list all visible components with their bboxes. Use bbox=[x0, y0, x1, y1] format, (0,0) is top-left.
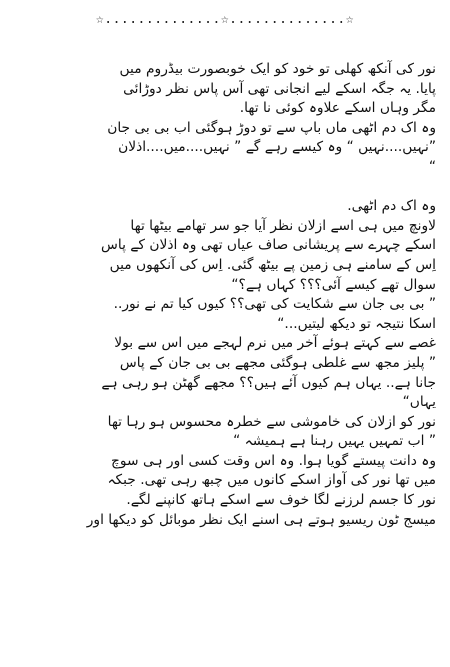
text-line: نور کی آنکھ کھلی تو خود کو ایک خوبصورت بیڈروم میں bbox=[119, 61, 436, 77]
text-line: اسکا نتیجہ تو دیکھ لیتیں...“ bbox=[277, 315, 436, 332]
text-line: نور کو ازلان کی خاموشی سے خطرہ محسوس ہو رہا تھا bbox=[107, 413, 436, 430]
text-line: نور کا جسم لرزنے لگا خوف سے اسکے ہاتھ کانپنے لگے. bbox=[126, 492, 436, 509]
text-line: “ bbox=[428, 158, 436, 175]
text-line: ”نہیں....نہیں “ وہ کیسے رہے گے ” نہیں....میں....اذلان bbox=[118, 139, 436, 156]
paragraph-gap bbox=[12, 178, 436, 198]
text-line: غصے سے کہتے ہوئے آخر میں نرم لہجے میں اس سے بولا bbox=[114, 335, 436, 352]
text-line: وہ اک دم اٹھی ماں باپ سے تو دوڑ ہوگئی اب بی بی جان bbox=[107, 119, 436, 136]
text-line: سوال تھے کیسے آئی؟؟؟ کہاں ہے؟“ bbox=[231, 276, 436, 293]
text-line: یہاں“ bbox=[402, 394, 436, 411]
text-line: اسکے چہرے سے پریشانی صاف عیاں تھی وہ اذلان کے پاس bbox=[101, 237, 436, 254]
text-line: میسج ٹون ریسیو ہوتے ہی اسنے ایک نظر موبائل کو دیکھا اور bbox=[86, 511, 436, 528]
text-line: میں تھا نور کی آواز اسکے کانوں میں چبھ رہی تھی. جبکہ bbox=[107, 472, 436, 489]
text-line: ” بی بی جان سے شکایت کی تھی؟؟ کیوں کیا تم نے نور.. bbox=[113, 296, 436, 313]
text-line: وہ اک دم اٹھی. bbox=[347, 198, 436, 215]
text-line: ” پلیز مجھ سے غلطی ہوگئی مجھے بی بی جان کے پاس bbox=[119, 354, 436, 371]
text-line: وہ دانت پیستے گویا ہوا. وہ اس وقت کسی اور ہی سوچ bbox=[110, 452, 436, 469]
text-line: جانا ہے.. یہاں ہم کیوں آئے ہیں؟؟ مجھے گھٹن ہو رہی ہے bbox=[101, 374, 436, 391]
story-text bbox=[12, 60, 436, 530]
section-separator: ☆..............☆..............☆ bbox=[95, 12, 355, 27]
text-line: پایا. یہ جگہ اسکے لیے انجانی تھی آس پاس نظر دوڑائی bbox=[123, 80, 436, 97]
text-line: لاونچ میں ہی اسے ازلان نظر آیا جو سر تھامے بیٹھا تھا bbox=[130, 217, 436, 234]
text-line: مگر وہاں اسکے علاوہ کوئی نا تھا. bbox=[239, 100, 436, 117]
text-line: ” اب تمہیں یہیں رہنا ہے ہمیشہ “ bbox=[233, 433, 436, 450]
text-line: اِس کے سامنے ہی زمین پے بیٹھ گئی. اِس کی آنکھوں میں bbox=[109, 256, 436, 273]
